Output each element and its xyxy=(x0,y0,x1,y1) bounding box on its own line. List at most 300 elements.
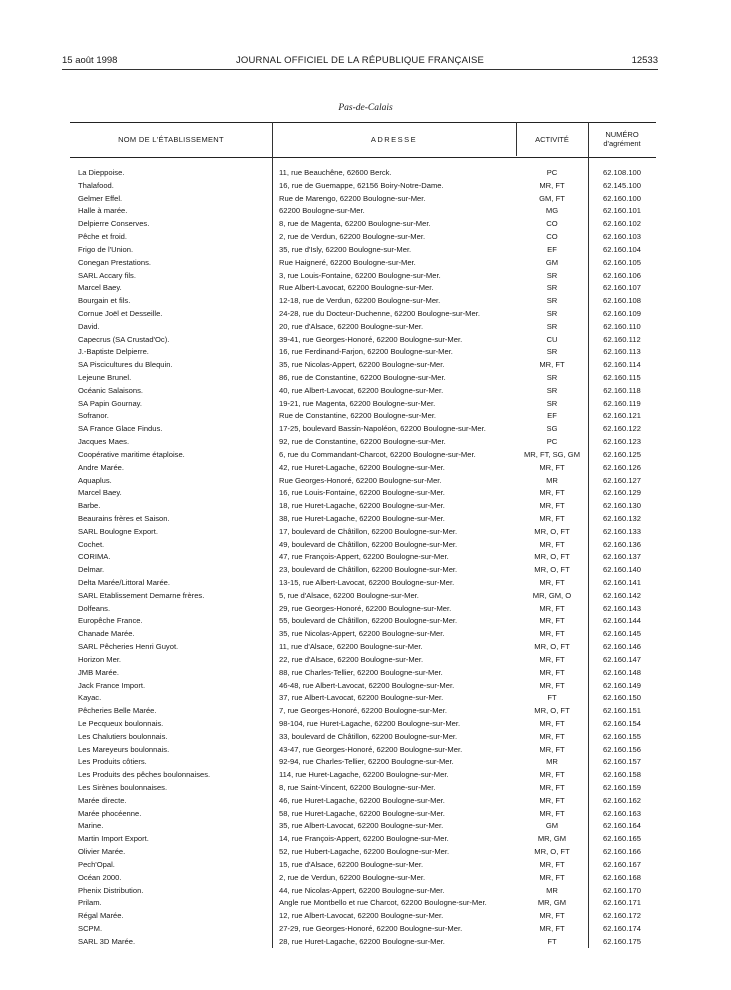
cell-activity: MR, GM, O xyxy=(532,590,572,600)
table-row xyxy=(0,218,731,231)
cell-number: 62.160.147 xyxy=(602,654,641,664)
cell-address: 86, rue de Constantine, 62200 Boulogne-sur-Mer. xyxy=(279,373,446,382)
cell-activity: SR xyxy=(546,308,558,318)
table-row xyxy=(0,193,731,206)
cell-address: 98-104, rue Huret-Lagache, 62200 Boulogne-sur-Mer. xyxy=(279,718,461,728)
table-row xyxy=(0,756,731,769)
cell-address: Rue de Marengo, 62200 Boulogne-sur-Mer. xyxy=(279,193,426,203)
cell-address: 17-25, boulevard Bassin-Napoléon, 62200 Boulogne-sur-Mer. xyxy=(279,424,486,434)
cell-name: Jacques Maes. xyxy=(78,437,130,447)
cell-activity: MR, FT xyxy=(539,808,565,818)
table-row xyxy=(0,500,731,513)
cell-number: 62.160.125 xyxy=(602,449,641,459)
table-row xyxy=(0,936,731,949)
cell-address: 35, rue d'Isly, 62200 Boulogne-sur-Mer. xyxy=(279,244,412,254)
table-row xyxy=(0,705,731,718)
cell-address: 49, boulevard de Châtillon, 62200 Boulogne-sur-Mer. xyxy=(279,539,458,549)
cell-activity: SR xyxy=(546,270,558,280)
cell-address: 22, rue d'Alsace, 62200 Boulogne-sur-Mer. xyxy=(279,654,424,664)
cell-number: 62.160.150 xyxy=(602,693,641,703)
cell-address: Rue Albert-Lavocat, 62200 Boulogne-sur-Mer. xyxy=(279,283,434,293)
cell-number: 62.160.112 xyxy=(603,334,641,344)
cell-address: 35, rue Nicolas-Appert, 62200 Boulogne-sur-Mer. xyxy=(279,360,445,370)
cell-activity: PC xyxy=(546,437,558,447)
table-row xyxy=(0,205,731,218)
table-row xyxy=(0,167,731,180)
cell-number: 62.160.121 xyxy=(602,411,641,421)
table-row xyxy=(0,590,731,603)
cell-activity: SR xyxy=(546,347,558,357)
cell-number: 62.160.107 xyxy=(602,283,641,293)
cell-number: 62.160.105 xyxy=(602,257,641,267)
cell-activity: MG xyxy=(545,206,559,216)
cell-name: JMB Marée. xyxy=(78,667,119,677)
cell-activity: SG xyxy=(546,424,558,434)
cell-name: Martin Import Export. xyxy=(78,834,149,844)
table-row xyxy=(0,833,731,846)
cell-address: 16, rue Louis-Fontaine, 62200 Boulogne-sur-Mer. xyxy=(279,488,445,498)
cell-address: Rue Haigneré, 62200 Boulogne-sur-Mer. xyxy=(279,257,416,267)
cell-number: 62.160.140 xyxy=(602,565,641,575)
cell-activity: MR, FT xyxy=(539,513,565,523)
cell-number: 62.160.103 xyxy=(602,232,641,242)
cell-activity: MR xyxy=(546,475,558,485)
cell-activity: MR, O, FT xyxy=(534,526,570,536)
cell-address: 88, rue Charles-Tellier, 62200 Boulogne-sur-Mer. xyxy=(279,667,443,677)
cell-activity: SR xyxy=(546,373,558,382)
table-row xyxy=(0,615,731,628)
cell-name: Le Pecqueux boulonnais. xyxy=(78,718,164,728)
cell-number: 62.160.168 xyxy=(602,872,641,882)
table-row xyxy=(0,603,731,616)
column-header-number-line1: NUMÉRO xyxy=(605,130,639,139)
table-row xyxy=(0,680,731,693)
cell-activity: MR, FT xyxy=(539,462,565,472)
cell-number: 62.160.126 xyxy=(602,462,641,472)
cell-name: Coopérative maritime étaploise. xyxy=(78,449,185,459)
cell-activity: FT xyxy=(547,936,557,946)
cell-activity: MR, FT xyxy=(539,731,565,741)
cell-activity: MR, FT xyxy=(539,501,565,511)
cell-address: 28, rue Huret-Lagache, 62200 Boulogne-sur-Mer. xyxy=(279,936,445,946)
cell-name: Horizon Mer. xyxy=(78,654,122,664)
cell-name: Beaurains frères et Saison. xyxy=(78,513,170,523)
cell-number: 62.160.165 xyxy=(602,834,641,844)
cell-name: SA Piscicultures du Blequin. xyxy=(78,360,173,370)
cell-name: SARL Accary fils. xyxy=(78,270,136,280)
cell-address: 58, rue Huret-Lagache, 62200 Boulogne-sur-Mer. xyxy=(279,808,445,818)
cell-activity: MR, FT xyxy=(539,744,565,754)
cell-activity: MR, FT xyxy=(539,667,565,677)
column-header-number-line2: d'agrément xyxy=(603,139,641,148)
cell-activity: PC xyxy=(546,168,558,177)
table-row xyxy=(0,910,731,923)
cell-name: Kayac. xyxy=(78,693,102,703)
cell-activity: MR, O, FT xyxy=(534,565,570,575)
cell-address: 38, rue Huret-Lagache, 62200 Boulogne-sur-Mer. xyxy=(279,513,445,523)
cell-number: 62.160.137 xyxy=(602,552,641,562)
column-header-address: ADRESSE xyxy=(370,134,418,144)
cell-address: 47, rue François-Appert, 62200 Boulogne-sur-Mer. xyxy=(279,552,449,562)
cell-name: Prilam. xyxy=(78,898,102,908)
cell-number: 62.160.130 xyxy=(602,501,641,511)
cell-address: 44, rue Nicolas-Appert, 62200 Boulogne-sur-Mer. xyxy=(279,885,445,895)
cell-name: Olivier Marée. xyxy=(78,847,126,857)
cell-address: Rue Georges-Honoré, 62200 Boulogne-sur-Mer. xyxy=(279,475,442,485)
table-row xyxy=(0,769,731,782)
cell-name: Cochet. xyxy=(78,539,105,549)
cell-name: Delmar. xyxy=(78,565,105,575)
cell-activity: SR xyxy=(546,296,558,306)
cell-activity: MR, FT xyxy=(539,488,565,498)
cell-number: 62.160.158 xyxy=(602,770,641,780)
table-row xyxy=(0,782,731,795)
cell-address: 2, rue de Verdun, 62200 Boulogne-sur-Mer. xyxy=(279,232,426,242)
cell-address: 11, rue Beauchêne, 62600 Berck. xyxy=(279,168,392,177)
cell-address: 24-28, rue du Docteur-Duchenne, 62200 Boulogne-sur-Mer. xyxy=(279,308,480,318)
cell-name: Marcel Baey. xyxy=(78,488,122,498)
cell-number: 62.160.175 xyxy=(602,936,641,946)
cell-activity: MR, FT xyxy=(539,539,565,549)
cell-number: 62.108.100 xyxy=(602,168,641,177)
cell-number: 62.160.148 xyxy=(602,667,641,677)
cell-address: 40, rue Albert-Lavocat, 62200 Boulogne-sur-Mer. xyxy=(279,385,444,395)
cell-activity: MR xyxy=(546,757,558,767)
table-row xyxy=(0,885,731,898)
table-row xyxy=(0,475,731,488)
cell-number: 62.160.155 xyxy=(602,731,641,741)
cell-activity: MR, FT xyxy=(539,654,565,664)
cell-name: Thalafood. xyxy=(78,180,114,190)
cell-activity: EF xyxy=(547,244,557,254)
cell-name: SARL 3D Marée. xyxy=(78,936,136,946)
cell-address: 6, rue du Commandant-Charcot, 62200 Boulogne-sur-Mer. xyxy=(279,449,476,459)
table-row xyxy=(0,359,731,372)
cell-number: 62.160.163 xyxy=(602,808,641,818)
cell-name: Chanade Marée. xyxy=(78,629,135,639)
cell-activity: MR, O, FT xyxy=(534,552,570,562)
cell-number: 62.160.127 xyxy=(602,475,641,485)
cell-address: 7, rue Georges-Honoré, 62200 Boulogne-sur-Mer. xyxy=(279,706,448,716)
table-row xyxy=(0,385,731,398)
cell-number: 62.160.132 xyxy=(602,513,641,523)
cell-number: 62.160.157 xyxy=(602,757,641,767)
cell-activity: SR xyxy=(546,283,558,293)
column-header-name: NOM DE L'ÉTABLISSEMENT xyxy=(118,134,224,144)
cell-activity: MR, FT xyxy=(539,718,565,728)
cell-number: 62.160.108 xyxy=(602,296,641,306)
cell-activity: CO xyxy=(546,232,558,242)
table-row xyxy=(0,744,731,757)
cell-number: 62.160.101 xyxy=(602,206,641,216)
table-row xyxy=(0,551,731,564)
cell-number: 62.160.159 xyxy=(602,783,641,792)
cell-name: Jack France Import. xyxy=(78,680,146,690)
cell-number: 62.160.156 xyxy=(602,744,641,754)
cell-number: 62.160.141 xyxy=(602,578,641,587)
cell-activity: MR, O, FT xyxy=(534,706,570,716)
cell-number: 62.160.123 xyxy=(602,437,641,447)
cell-name: Marée directe. xyxy=(78,795,127,805)
table-row xyxy=(0,372,731,385)
cell-name: Cornue Joël et Desseille. xyxy=(78,308,163,318)
cell-name: David. xyxy=(78,321,100,331)
cell-address: 13-15, rue Albert-Lavocat, 62200 Boulogne-sur-Mer. xyxy=(279,578,455,587)
cell-number: 62.160.164 xyxy=(602,821,641,831)
table-row xyxy=(0,270,731,283)
cell-number: 62.160.171 xyxy=(602,898,641,908)
cell-number: 62.160.146 xyxy=(602,642,641,652)
cell-activity: SR xyxy=(546,398,558,408)
table-row xyxy=(0,513,731,526)
column-header-number xyxy=(588,122,656,156)
table-row xyxy=(0,641,731,654)
cell-name: Sofranor. xyxy=(78,411,109,421)
header-rule xyxy=(62,69,658,70)
table-row xyxy=(0,872,731,885)
cell-address: 46-48, rue Albert-Lavocat, 62200 Boulogne-sur-Mer. xyxy=(279,680,455,690)
cell-activity: MR, GM xyxy=(537,834,567,844)
table-row xyxy=(0,846,731,859)
cell-name: Les Chalutiers boulonnais. xyxy=(78,731,168,741)
column-header-activity: ACTIVITÉ xyxy=(535,134,569,144)
cell-activity: MR, FT xyxy=(539,629,565,639)
cell-number: 62.160.122 xyxy=(602,424,641,434)
cell-number: 62.160.115 xyxy=(603,373,641,382)
table-row xyxy=(0,436,731,449)
cell-number: 62.160.143 xyxy=(602,603,641,613)
cell-name: Delta Marée/Littoral Marée. xyxy=(78,578,171,587)
cell-activity: MR, FT xyxy=(539,795,565,805)
cell-name: SARL Etablissement Demarne frères. xyxy=(78,590,205,600)
cell-number: 62.160.174 xyxy=(602,923,641,933)
cell-address: 46, rue Huret-Lagache, 62200 Boulogne-sur-Mer. xyxy=(279,795,445,805)
cell-name: Océan 2000. xyxy=(78,872,122,882)
cell-activity: MR, FT xyxy=(539,180,565,190)
cell-name: J.-Baptiste Delpierre. xyxy=(78,347,149,357)
cell-address: 55, boulevard de Châtillon, 62200 Boulogne-sur-Mer. xyxy=(279,616,458,626)
cell-activity: MR, FT xyxy=(539,770,565,780)
table-row xyxy=(0,308,731,321)
cell-number: 62.160.106 xyxy=(602,270,641,280)
cell-address: 27-29, rue Georges-Honoré, 62200 Boulogne-sur-Mer. xyxy=(279,923,463,933)
cell-name: SARL Pêcheries Henri Guyot. xyxy=(78,642,179,652)
table-row xyxy=(0,410,731,423)
cell-address: 18, rue Huret-Lagache, 62200 Boulogne-sur-Mer. xyxy=(279,501,445,511)
cell-address: 39-41, rue Georges-Honoré, 62200 Boulogne-sur-Mer. xyxy=(279,334,463,344)
cell-number: 62.160.144 xyxy=(602,616,641,626)
table-row xyxy=(0,859,731,872)
cell-name: SCPM. xyxy=(78,923,103,933)
cell-name: Lejeune Brunel. xyxy=(78,373,132,382)
cell-activity: MR, FT xyxy=(539,911,565,921)
cell-name: Pêcheries Belle Marée. xyxy=(78,706,157,716)
table-row xyxy=(0,180,731,193)
cell-name: Les Produits côtiers. xyxy=(78,757,147,767)
table-row xyxy=(0,692,731,705)
cell-activity: MR, FT xyxy=(539,923,565,933)
header-date: 15 août 1998 xyxy=(62,55,118,66)
cell-activity: MR, GM xyxy=(537,898,567,908)
table-row xyxy=(0,334,731,347)
cell-name: Europêche France. xyxy=(78,616,143,626)
cell-activity: CO xyxy=(546,219,558,229)
cell-address: 62200 Boulogne-sur-Mer. xyxy=(279,206,365,216)
cell-number: 62.160.104 xyxy=(602,244,641,254)
cell-name: Les Produits des pêches boulonnaises. xyxy=(78,770,211,780)
table-row xyxy=(0,577,731,590)
cell-activity: MR, FT, SG, GM xyxy=(523,449,581,459)
cell-name: Gelmer Effel. xyxy=(78,193,123,203)
cell-name: Bourgain et fils. xyxy=(78,296,131,306)
cell-address: 43-47, rue Georges-Honoré, 62200 Boulogne-sur-Mer. xyxy=(279,744,463,754)
cell-number: 62.160.102 xyxy=(602,219,641,229)
cell-name: Andre Marée. xyxy=(78,462,125,472)
table-row xyxy=(0,718,731,731)
cell-activity: CU xyxy=(546,334,558,344)
cell-address: 33, boulevard de Châtillon, 62200 Boulogne-sur-Mer. xyxy=(279,731,458,741)
cell-number: 62.160.113 xyxy=(603,347,641,357)
cell-name: Régal Marée. xyxy=(78,911,124,921)
table-row xyxy=(0,731,731,744)
cell-activity: GM xyxy=(545,821,559,831)
cell-activity: GM xyxy=(545,257,559,267)
cell-number: 62.160.145 xyxy=(602,629,641,639)
cell-activity: MR, FT xyxy=(539,859,565,869)
table-row xyxy=(0,321,731,334)
cell-name: SA Papin Gournay. xyxy=(78,398,143,408)
cell-address: Angle rue Montbello et rue Charcot, 62200 Boulogne-sur-Mer. xyxy=(279,898,487,908)
cell-name: Conegan Prestations. xyxy=(78,257,152,267)
cell-number: 62.160.118 xyxy=(603,385,641,395)
cell-address: Rue de Constantine, 62200 Boulogne-sur-Mer. xyxy=(279,411,437,421)
cell-name: Capecrus (SA Crustad'Oc). xyxy=(78,334,170,344)
cell-name: Frigo de l'Union. xyxy=(78,244,134,254)
table-row xyxy=(0,923,731,936)
cell-activity: MR, FT xyxy=(539,360,565,370)
cell-number: 62.160.149 xyxy=(602,680,641,690)
cell-name: La Dieppoise. xyxy=(78,168,125,177)
cell-number: 62.160.129 xyxy=(602,488,641,498)
cell-address: 52, rue Hubert-Lagache, 62200 Boulogne-sur-Mer. xyxy=(279,847,450,857)
cell-address: 15, rue d'Alsace, 62200 Boulogne-sur-Mer. xyxy=(279,859,424,869)
cell-name: Pêche et froid. xyxy=(78,232,127,242)
cell-address: 16, rue de Guemappe, 62156 Boiry-Notre-Dame. xyxy=(279,180,444,190)
cell-activity: MR, O, FT xyxy=(534,642,570,652)
cell-address: 23, boulevard de Châtillon, 62200 Boulogne-sur-Mer. xyxy=(279,565,458,575)
table-row xyxy=(0,257,731,270)
cell-name: SARL Boulogne Export. xyxy=(78,526,158,536)
cell-activity: MR, O, FT xyxy=(534,847,570,857)
table-row xyxy=(0,795,731,808)
cell-address: 14, rue François-Appert, 62200 Boulogne-sur-Mer. xyxy=(279,834,449,844)
cell-activity: MR, FT xyxy=(539,872,565,882)
cell-number: 62.160.109 xyxy=(602,308,641,318)
cell-address: 17, boulevard de Châtillon, 62200 Boulogne-sur-Mer. xyxy=(279,526,458,536)
cell-address: 114, rue Huret-Lagache, 62200 Boulogne-sur-Mer. xyxy=(279,770,449,780)
cell-number: 62.160.151 xyxy=(602,706,641,716)
cell-address: 8, rue Saint-Vincent, 62200 Boulogne-sur-Mer. xyxy=(279,783,436,792)
cell-address: 3, rue Louis-Fontaine, 62200 Boulogne-sur-Mer. xyxy=(279,270,441,280)
table-row xyxy=(0,487,731,500)
cell-name: Delpierre Conserves. xyxy=(78,219,150,229)
cell-name: CORIMA. xyxy=(78,552,111,562)
cell-address: 20, rue d'Alsace, 62200 Boulogne-sur-Mer. xyxy=(279,321,424,331)
cell-number: 62.160.172 xyxy=(602,911,641,921)
cell-activity: GM, FT xyxy=(539,193,565,203)
cell-activity: SR xyxy=(546,321,558,331)
header-journal-title: JOURNAL OFFICIEL DE LA RÉPUBLIQUE FRANÇAISE xyxy=(235,55,485,66)
cell-number: 62.160.133 xyxy=(602,526,641,536)
table-row xyxy=(0,654,731,667)
cell-name: SA France Glace Findus. xyxy=(78,424,163,434)
cell-address: 5, rue d'Alsace, 62200 Boulogne-sur-Mer. xyxy=(279,590,419,600)
cell-name: Halle à marée. xyxy=(78,206,128,216)
table-row xyxy=(0,282,731,295)
table-row xyxy=(0,449,731,462)
cell-activity: MR, FT xyxy=(539,578,565,587)
cell-address: 35, rue Nicolas-Appert, 62200 Boulogne-sur-Mer. xyxy=(279,629,445,639)
cell-activity: MR, FT xyxy=(539,783,565,792)
table-row xyxy=(0,897,731,910)
cell-number: 62.160.136 xyxy=(602,539,641,549)
cell-address: 12-18, rue de Verdun, 62200 Boulogne-sur-Mer. xyxy=(279,296,441,306)
cell-name: Marée phocéenne. xyxy=(78,808,142,818)
cell-name: Marcel Baey. xyxy=(78,283,122,293)
cell-address: 92-94, rue Charles-Tellier, 62200 Boulogne-sur-Mer. xyxy=(279,757,454,767)
table-row xyxy=(0,564,731,577)
cell-address: 42, rue Huret-Lagache, 62200 Boulogne-sur-Mer. xyxy=(279,462,445,472)
table-row xyxy=(0,628,731,641)
table-row xyxy=(0,244,731,257)
cell-name: Les Sirènes boulonnaises. xyxy=(78,783,168,792)
cell-number: 62.160.142 xyxy=(602,590,641,600)
table-row xyxy=(0,667,731,680)
cell-address: 19-21, rue Magenta, 62200 Boulogne-sur-Mer. xyxy=(279,398,436,408)
table-row xyxy=(0,462,731,475)
cell-activity: FT xyxy=(547,693,557,703)
cell-address: 92, rue de Constantine, 62200 Boulogne-sur-Mer. xyxy=(279,437,446,447)
cell-name: Dolfeans. xyxy=(78,603,111,613)
cell-address: 8, rue de Magenta, 62200 Boulogne-sur-Mer. xyxy=(279,219,431,229)
cell-activity: SR xyxy=(546,385,558,395)
cell-address: 12, rue Albert-Lavocat, 62200 Boulogne-sur-Mer. xyxy=(279,911,444,921)
cell-name: Phenix Distribution. xyxy=(78,885,144,895)
cell-number: 62.145.100 xyxy=(602,180,641,190)
cell-activity: EF xyxy=(547,411,557,421)
cell-address: 35, rue Albert-Lavocat, 62200 Boulogne-sur-Mer. xyxy=(279,821,444,831)
cell-number: 62.160.167 xyxy=(602,859,641,869)
region-title: Pas-de-Calais xyxy=(338,103,393,113)
header-page-number: 12533 xyxy=(631,55,658,66)
cell-number: 62.160.170 xyxy=(602,885,641,895)
cell-name: Pech'Opal. xyxy=(78,859,115,869)
cell-activity: MR, FT xyxy=(539,680,565,690)
page-header xyxy=(62,55,658,69)
table-row xyxy=(0,398,731,411)
cell-number: 62.160.162 xyxy=(602,795,641,805)
cell-name: Marine. xyxy=(78,821,104,831)
cell-address: 29, rue Georges-Honoré, 62200 Boulogne-sur-Mer. xyxy=(279,603,452,613)
cell-name: Océanic Salaisons. xyxy=(78,385,144,395)
cell-number: 62.160.100 xyxy=(602,193,641,203)
cell-number: 62.160.166 xyxy=(602,847,641,857)
table-row xyxy=(0,346,731,359)
establishment-list xyxy=(0,167,731,949)
cell-number: 62.160.110 xyxy=(603,321,641,331)
cell-address: 2, rue de Verdun, 62200 Boulogne-sur-Mer. xyxy=(279,872,426,882)
cell-number: 62.160.119 xyxy=(603,398,641,408)
